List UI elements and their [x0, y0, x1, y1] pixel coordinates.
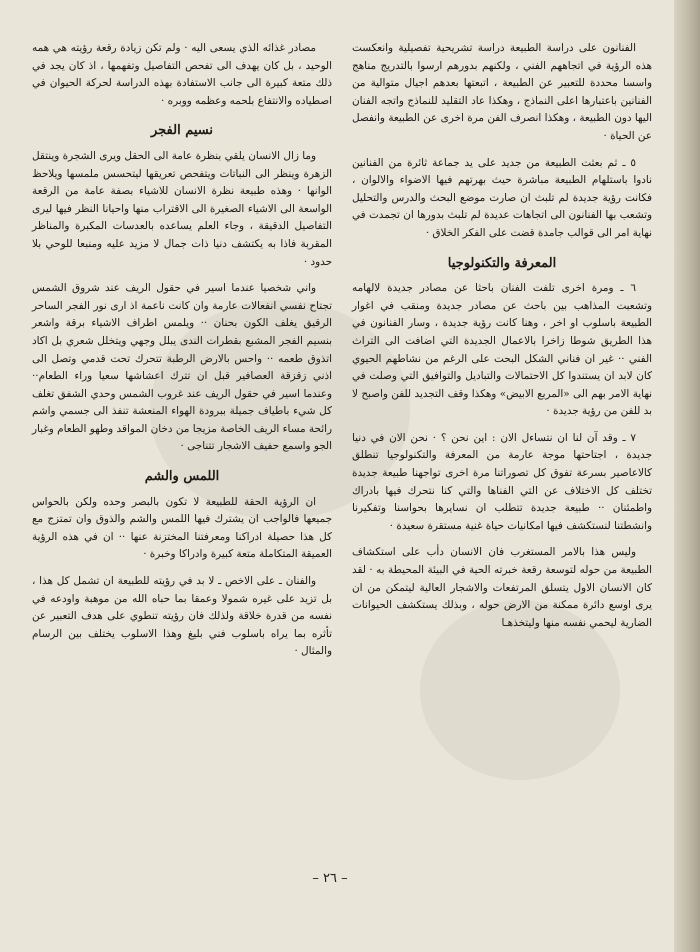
paragraph: ٦ ـ ومرة اخرى تلفت الفنان باحثا عن مصادر جديدة لالهامه وتشعبت المذاهب بين باحث عن مصادر جديدة ومنقب في اغوار الطبيعة باسلوب او اخر ، وهنا كانت رؤية جديدة ، وسار الفنانون في هذا الطريق شوطا زاخرا بالاعمال الجديدة التي اضافت الى التراث الفني ·· غير ان فناني الشكل البحت على الرغم من نشاطهم الحيوي كان لابد ان يستندوا كل الاحتمالات والتباديل والتوافيق التي وصلت في نهاية الامر بهم الى «المربع الابيض» وهكذا وقف التجديد للفن واصبح لا بد للفن من رؤية جديدة ·: [352, 282, 652, 418]
section-heading: اللمس والشم: [144, 469, 220, 485]
paragraph: مصادر غذائه الذي يسعى اليه · ولم تكن زيادة رقعة رؤيته هي همه الوحيد ، بل كان يهدف الى تفحص التفاصيل وتفهمها ، اذ كان يجد في ذلك متعة كبيرة الى جانب الاستفادة بهذه الدراسة لحركة الحيوان في اصطياده والانتفاع بلحمه وعظمه ووبره ·: [32, 42, 332, 107]
paragraph: وما زال الانسان يلقي بنظرة عامة الى الحقل ويرى الشجرة وينتقل الزهرة وينظر الى النباتات ويتفحص تعريقها ليتحسس ملمسها ويلاحظ الوانها · وهذه طبيعة نظرة الانسان للاشياء بصفة عامة من الرقعة الواسعة الى الاشياء الصغيرة الى الاقتراب منها واحيانا النظر فيها ليرى التفاصيل الدقيقة ، وجاء العلم يساعده بالعدسات المكبرة والمناظر المقربة فاذا به يكتشف دنيا ذات جمال لا مزيد عليه ومنبعا للوحي بلا حدود ·: [32, 149, 332, 268]
left-column: [32, 40, 332, 670]
paragraph: الفنانون على دراسة الطبيعة دراسة تشريحية تفصيلية وانعكست هذه الرؤية في اتجاههم الفني ، ولكنهم بدورهم ارسوا بالتدريج مناهج واسسا محددة للتعبير عن الطبيعة ، اتبعتها بعدهم اجيال متوالية من الفنانين باعتبارها اعلى النماذج ، وهكذا عاد التقليد للنماذج واتجه الفنان اليها دون الطبيعة ، وهكذا انصرف الفن مرة اخرى عن الطبيعة وانفصل عن الحياة ·: [352, 42, 652, 142]
section-heading: المعرفة والتكنولوجيا: [447, 255, 557, 271]
section-heading: نسيم الفجر: [150, 123, 214, 139]
paragraph: ان الرؤية الحقة للطبيعة لا تكون بالبصر وحده ولكن بالحواس جميعها فالواجب ان يشترك فيها اللمس والشم والذوق وان تمتزج مع كل هذا حصيلة ادراكنا ومعرفتنا المختزنة عنها ·· ان في هذه الرؤية العميقة المتكاملة متعة كبيرة وادراكا وخبرة ·: [32, 495, 332, 561]
book-spine: [674, 0, 700, 952]
paragraph: وليس هذا بالامر المستغرب فان الانسان دأب على استكشاف الطبيعة من حوله لتوسعة رقعة خبرته الحية في البيئة المحيطة به · لقد كان الانسان الاول يتسلق المرتفعات والاشجار العالية ليتمكن من ان يرى اوسع دائرة ممكنة من الارض حوله ، وبذلك يستكشف الحيوانات الضارية ليحمي نفسه منها وليتخذهـا: [352, 546, 652, 629]
paragraph: ٧ ـ وقد آن لنا ان نتساءل الان : اين نحن ؟ · نحن الان في دنيا جديدة ، اجتاحتها موجة عارمة من المعرفة والتكنولوجيا تنطلق كالاعاصير بسرعة تفوق كل تصوراتنا مرة اخرى تواجهنا طبيعة جديدة تختلف كل الاختلاف عن التي الفناها والتي كنا نتحرك فيها بادراك واطمئنان ·· طبيعة جديدة تتطلب ان نسايرها بحواسنا وتفكيرنا وانشطتنا لنستكشف فيها امكانيات حياة غنية مستقرة سعيدة ·: [352, 431, 652, 532]
paragraph: ٥ ـ ثم بعثت الطبيعة من جديد على يد جماعة ثائرة من الفنانين نادوا باستلهام الطبيعة مباشرة حيث بهرتهم فيها الاضواء والالوان ، فكانت رؤية جديدة لم تلبث ان صارت موضع البحث والدرس والتحليل وتشعب بها الفنانون الى اتجاهات عديدة لم تلبث بدورها ان تجمدت في نهاية امر الى قوالب جامدة قضت على الفكر الخلاق ·: [352, 156, 652, 239]
paragraph: والفنان ـ على الاخص ـ لا بد في رؤيته للطبيعة ان تشمل كل هذا ، بل تزيد على غيره شمولا وعمقا بما حباه الله من موهبة واودعه في نفسه من قدرة خلاقة ولذلك فان رؤيته تنطوي على هدف التعبير عن تأثره بما يراه باسلوب فني بليغ وهذا الاسلوب يختلف بين الرسام والمثال ·: [32, 575, 332, 658]
paragraph: واني شخصيا عندما اسير في حقول الريف عند شروق الشمس تجتاح نفسي انفعالات عارمة وان كانت ناعمة اذ ارى نور الفجر الساحر الرقيق يغلف الكون بحنان ·· ويلمس اطراف الاشياء برقة واشعر بنسيم الفجر المشبع بقطرات الندى يبلل وجهي ويتخلل شعري بل اكاد اتذوق طعمه ·· واحس بالارض الرطبة تتحرك تحت قدمي وتصل الى اذني زقزقة العصافير قبل ان تترك اعشاشها سعيا وراء الطعام·· وعندما اسير في حقول الريف عند غروب الشمس وحدي الشفق تغلف كل شيء باطياف جميلة ببرودة الهواء المنعشة تنفذ الى جسمي واشم رائحة مساء الريف الخاصة مزيجا من دخان المواقد وطهو الطعام وغبار الجو واسمع حفيف الاشجار تتناجى ·: [32, 282, 332, 453]
right-column: [352, 40, 652, 641]
page-number: – ٢٦ –: [312, 871, 348, 886]
